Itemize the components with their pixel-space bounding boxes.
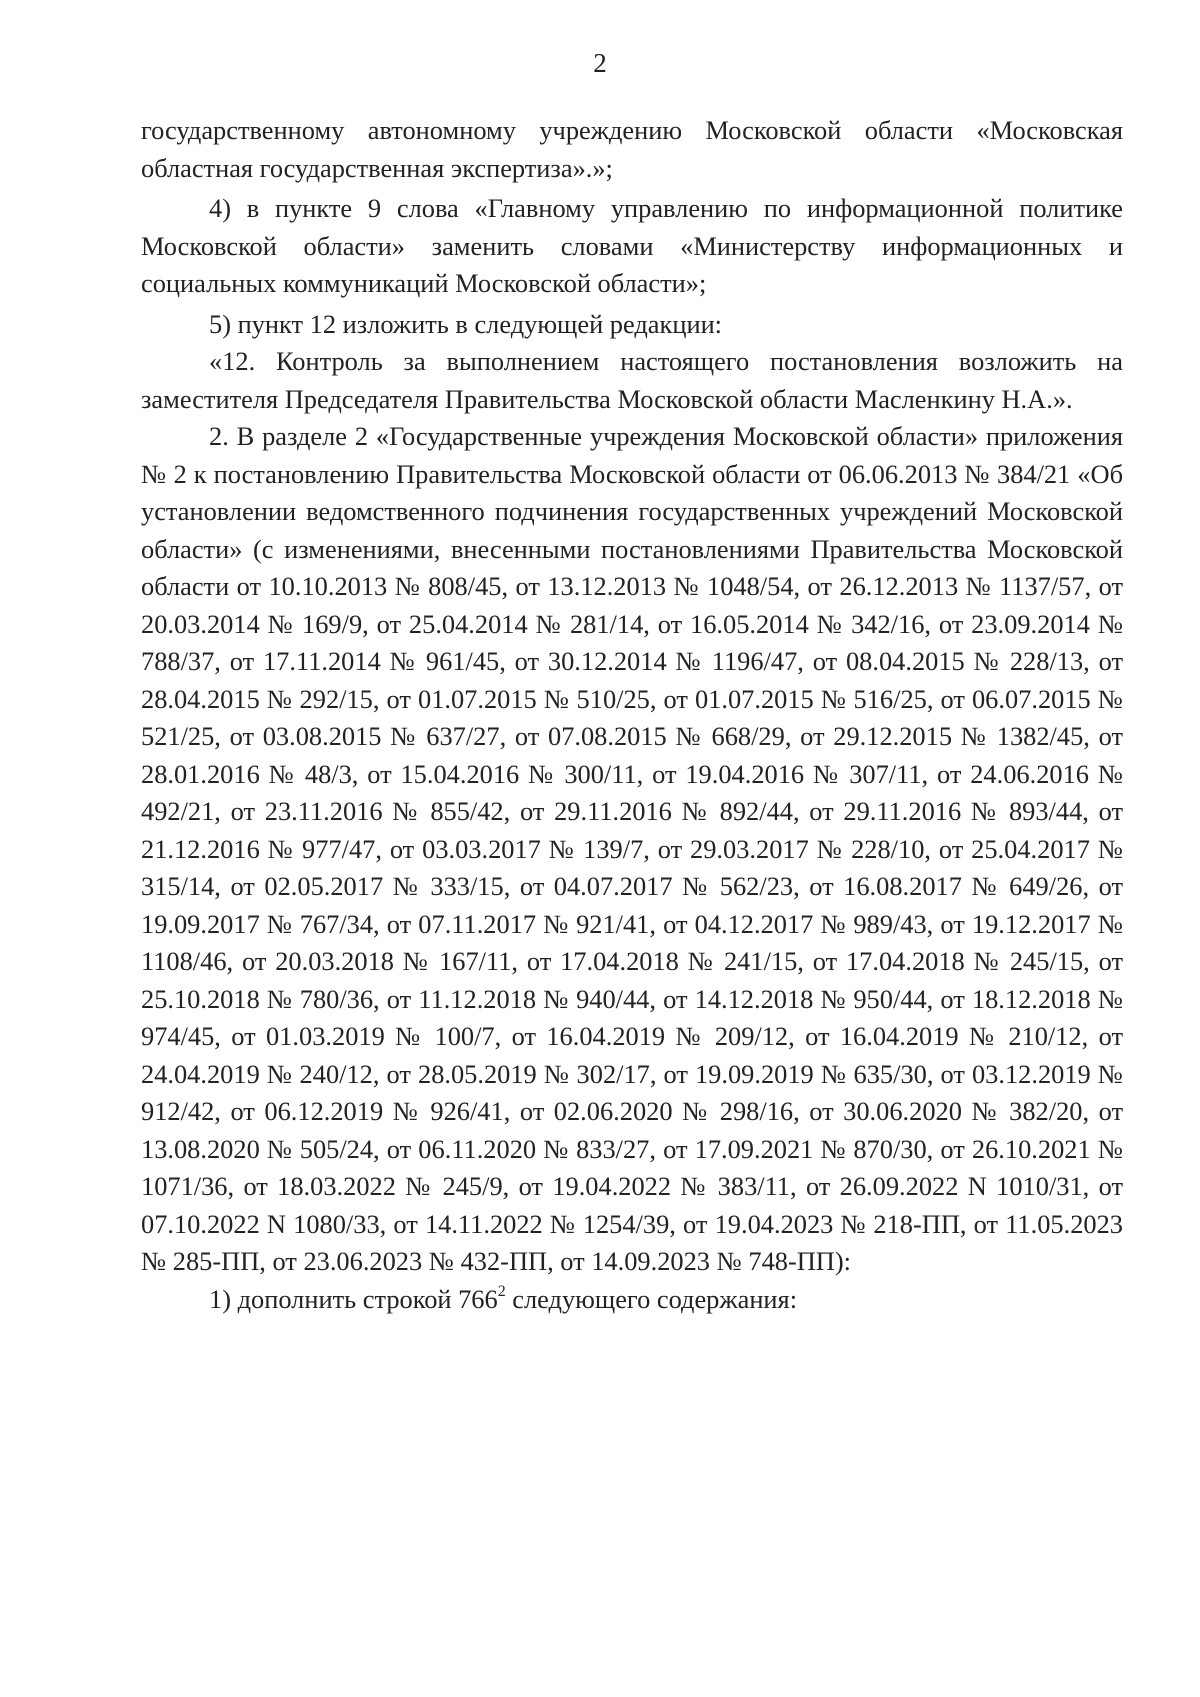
paragraph-item-5: 5) пункт 12 изложить в следующей редакции:	[209, 308, 723, 339]
paragraph-section-2: 2. В разделе 2 «Государственные учреждения Московской области» приложения № 2 к постановлению Правительства Московской области от 06.06.2013 № 384/21 «Об установлении ведомственного подчинения государственных учреждений Московской области» (с изменениями, внесенными постановлениями Правительства Московской области от 10.10.2013 № 808/45, от 13.12.2013 № 1048/54, от 26.12.2013 № 1137/57, от 20.03.2014 № 169/9, от 25.04.2014 № 281/14, от 16.05.2014 № 342/16, от 23.09.2014 № 788/37, от 17.11.2014 № 961/45, от 30.12.2014 № 1196/47, от 08.04.2015 № 228/13, от 28.04.2015 № 292/15, от 01.07.2015 № 510/25, от 01.07.2015 № 516/25, от 06.07.2015 № 521/25, от 03.08.2015 № 637/27, от 07.08.2015 № 668/29, от 29.12.2015 № 1382/45, от 28.01.2016 № 48/3, от 15.04.2016 № 300/11, от 19.04.2016 № 307/11, от 24.06.2016 № 492/21, от 23.11.2016 № 855/42, от 29.11.2016 № 892/44, от 29.11.2016 № 893/44, от 21.12.2016 № 977/47, от 03.03.2017 № 139/7, от 29.03.2017 № 228/10, от 25.04.2017 № 315/14, от 02.05.2017 № 333/15, от 04.07.2017 № 562/23, от 16.08.2017 № 649/26, от 19.09.2017 № 767/34, от 07.11.2017 № 921/41, от 04.12.2017 № 989/43, от 19.12.2017 № 1108/46, от 20.03.2018 № 167/11, от 17.04.2018 № 241/15, от 17.04.2018 № 245/15, от 25.10.2018 № 780/36, от 11.12.2018 № 940/44, от 14.12.2018 № 950/44, от 18.12.2018 № 974/45, от 01.03.2019 № 100/7, от 16.04.2019 № 209/12, от 16.04.2019 № 210/12, от 24.04.2019 № 240/12, от 28.05.2019 № 302/17, от 19.09.2019 № 635/30, от 03.12.2019 № 912/42, от 06.12.2019 № 926/41, от 02.06.2020 № 298/16, от 30.06.2020 № 382/20, от 13.08.2020 № 505/24, от 06.11.2020 № 833/27, от 17.09.2021 № 870/30, от 26.10.2021 № 1071/36, от 18.03.2022 № 245/9, от 19.04.2022 № 383/11, от 26.09.2022 N 1010/31, от 07.10.2022 N 1080/33, от 14.11.2022 № 1254/39, от 19.04.2023 № 218-ПП, от 11.05.2023 № 285-ПП, от 23.06.2023 № 432-ПП, от 14.09.2023 № 748-ПП):	[141, 421, 1123, 1276]
superscript: 2	[497, 1282, 506, 1300]
paragraph-item-4: 4) в пункте 9 слова «Главному управлению по информационной политике Московской области» заменить словами «Министерству информационных и социальных коммуникаций Московской области»;	[141, 193, 1123, 298]
paragraph-item-1-tail: следующего содержания:	[505, 1283, 798, 1314]
paragraph-continuation: государственному автономному учреждению Московской области «Московская областная государственная экспертиза».»;	[141, 115, 1123, 183]
paragraph-item-1-text: 1) дополнить строкой 766	[209, 1283, 498, 1314]
paragraph-item-1	[141, 1281, 1123, 1319]
paragraph-clause-12: «12. Контроль за выполнением настоящего постановления возложить на заместителя Председателя Правительства Московской области Масленкину Н.А.».	[141, 346, 1123, 414]
page-number: 2	[593, 48, 607, 78]
document-body	[141, 112, 1123, 1318]
